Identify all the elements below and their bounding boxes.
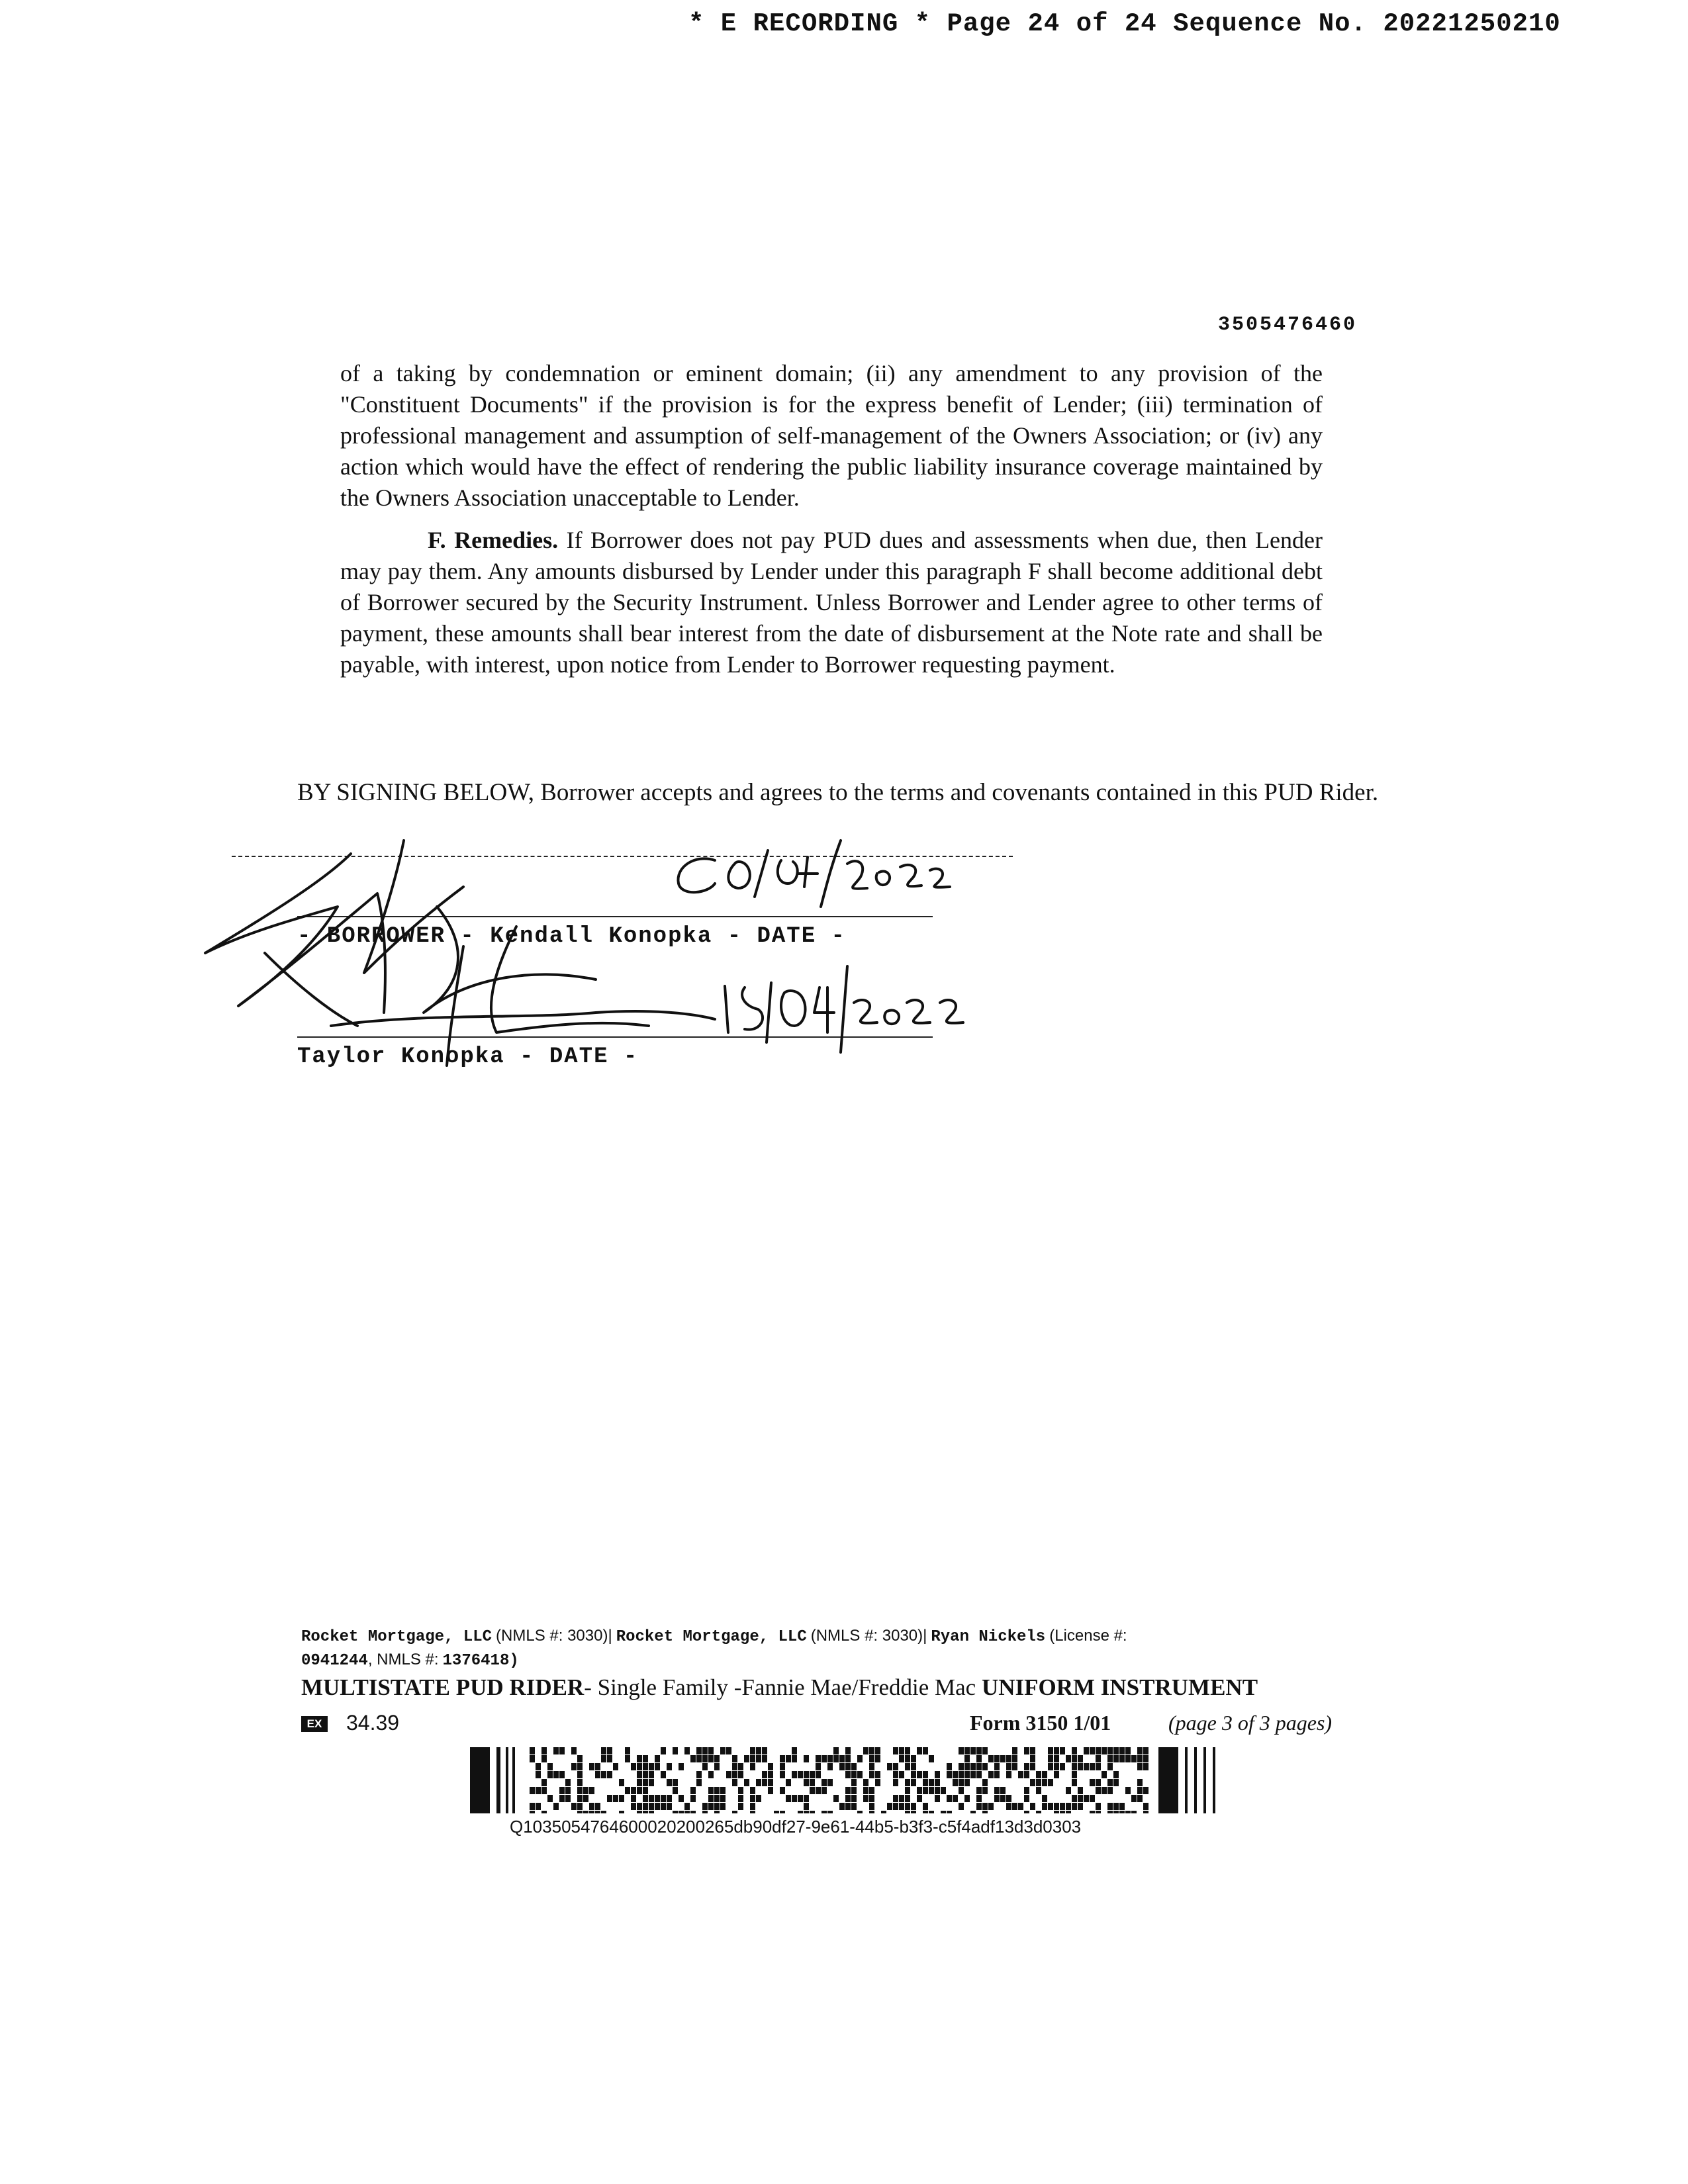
form-number: Form 3150 1/01 (970, 1711, 1111, 1735)
form-title-end: UNIFORM INSTRUMENT (981, 1674, 1258, 1700)
remedies-body: If Borrower does not pay PUD dues and assessments when due, then Lender may pay them. Any amounts disbursed by Lender under this paragraph F shall become additional debt of Borrower secured by the Security Instrument. Unless Borrower and Lender agree to other terms of payment, these amounts shall bear interest from the date of disbursement at the Note rate and shall be payable, with interest, upon notice from Lender to Borrower requesting payment. (340, 527, 1323, 678)
footer-lender-info (301, 1625, 1334, 1672)
originator-nmls: , NMLS #: (367, 1651, 439, 1668)
loan-number: 3505476460 (1218, 314, 1358, 336)
continuation-paragraph: of a taking by condemnation or eminent domain; (ii) any amendment to any provision of the "Constituent Documents" if the provision is for the express benefit of Lender; (iii) termination of professional management and assumption of self-management of the Owners Association; or (iv) any action which would have the effect of rendering the public liability insurance coverage maintained by the Owners Association unacceptable to Lender. (340, 360, 1323, 511)
borrower-2-label: Taylor Konopka - DATE - (297, 1044, 639, 1069)
barcode-image (470, 1747, 1218, 1813)
page-indicator: (page 3 of 3 pages) (1168, 1711, 1333, 1735)
lender-1-nmls: (NMLS #: 3030) (496, 1627, 608, 1645)
remedies-paragraph (340, 525, 1323, 680)
originator-license-number: 0941244 (301, 1652, 368, 1670)
originator-name: Ryan Nickels (931, 1628, 1046, 1646)
originator-license: (License #: (1049, 1627, 1127, 1645)
ex-badge-icon: EX (301, 1716, 328, 1732)
form-code: 34.39 (346, 1711, 400, 1735)
separator-2: | (923, 1627, 927, 1645)
signing-statement: BY SIGNING BELOW, Borrower accepts and agrees to the terms and covenants contained in this PUD Rider. (297, 779, 1379, 806)
originator-nmls-number: 1376418) (442, 1652, 519, 1670)
recording-header: * E RECORDING * Page 24 of 24 Sequence No. 20221250210 (688, 9, 1561, 38)
form-info-row (301, 1711, 1380, 1744)
lender-1-name: Rocket Mortgage, LLC (301, 1628, 492, 1646)
form-title-detail: - Single Family -Fannie Mae/Freddie Mac (584, 1674, 982, 1700)
separator-1: | (608, 1627, 612, 1645)
lender-2-nmls: (NMLS #: 3030) (810, 1627, 923, 1645)
handwritten-signatures (185, 814, 1013, 1079)
form-title (301, 1674, 1360, 1701)
form-title-main: MULTISTATE PUD RIDER (301, 1674, 585, 1700)
remedies-heading: F. Remedies. (428, 527, 559, 553)
borrower-1-label: - BORROWER - Kendall Konopka - DATE - (297, 924, 846, 949)
barcode-text: Q1035054764600020200265db90df27-9e61-44b5-b3f3-c5f4adf13d3d0303 (510, 1817, 1082, 1837)
lender-2-name: Rocket Mortgage, LLC (616, 1628, 807, 1646)
